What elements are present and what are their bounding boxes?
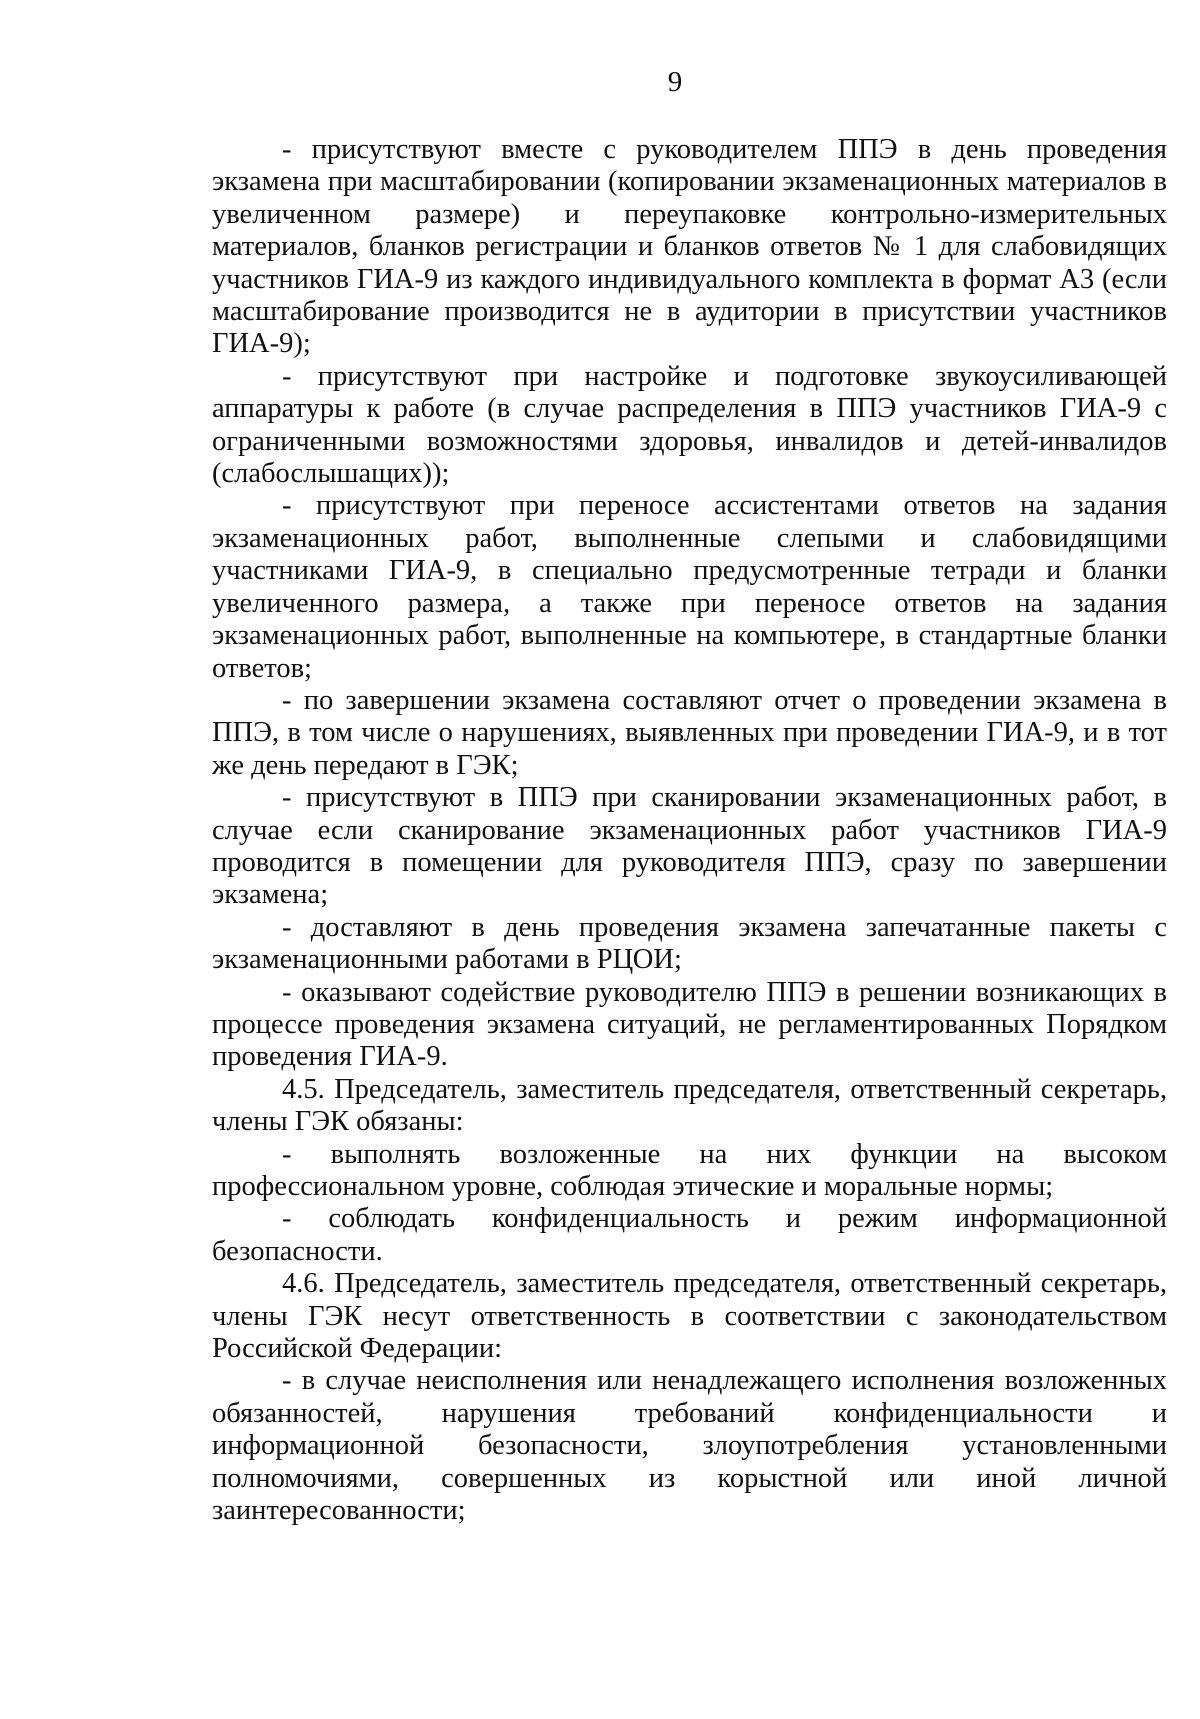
paragraph-2: - присутствуют при настройке и подготовке звукоусиливающей аппаратуры к работе (в случае распределения в ППЭ участников ГИА-9 с ограниченными возможностями здоровья, инвалидов и детей-инвалидов (слабослышащих)); bbox=[212, 360, 1167, 490]
paragraph-1: - присутствуют вместе с руководителем ППЭ в день проведения экзамена при масштабировании (копировании экзаменационных материалов в увеличенном размере) и переупаковке контрольно-измерительных материалов, бланков регистрации и бланков ответов № 1 для слабовидящих участников ГИА-9 из каждого индивидуального комплекта в формат А3 (если масштабирование производится не в аудитории в присутствии участников ГИА-9); bbox=[212, 134, 1167, 360]
paragraph-11: 4.6. Председатель, заместитель председателя, ответственный секретарь, члены ГЭК несут ответственность в соответствии с законодательством Российской Федерации: bbox=[212, 1268, 1167, 1365]
paragraph-10: - соблюдать конфиденциальность и режим информационной безопасности. bbox=[212, 1203, 1167, 1267]
paragraph-12: - в случае неисполнения или ненадлежащего исполнения возложенных обязанностей, нарушения требований конфиденциальности и информационной безопасности, злоупотребления установленными полномочиями, совершенных из корыстной или иной личной заинтересованности; bbox=[212, 1365, 1167, 1527]
paragraph-5: - присутствуют в ППЭ при сканировании экзаменационных работ, в случае если сканирование экзаменационных работ участников ГИА-9 проводится в помещении для руководителя ППЭ, сразу по завершении экзамена; bbox=[212, 782, 1167, 911]
paragraph-7: - оказывают содействие руководителю ППЭ в решении возникающих в процессе проведения экзамена ситуаций, не регламентированных Порядком проведения ГИА-9. bbox=[212, 976, 1167, 1073]
paragraph-9: - выполнять возложенные на них функции на высоком профессиональном уровне, соблюдая этические и моральные нормы; bbox=[212, 1138, 1167, 1202]
document-body bbox=[212, 134, 1167, 1527]
paragraph-3: - присутствуют при переносе ассистентами ответов на задания экзаменационных работ, выполненные слепыми и слабовидящими участниками ГИА-9, в специально предусмотренные тетради и бланки увеличенного размера, а также при переносе ответов на задания экзаменационных работ, выполненные на компьютере, в стандартные бланки ответов; bbox=[212, 490, 1167, 684]
page-number: 9 bbox=[667, 66, 683, 98]
paragraph-4: - по завершении экзамена составляют отчет о проведении экзамена в ППЭ, в том числе о нарушениях, выявленных при проведении ГИА-9, и в тот же день передают в ГЭК; bbox=[212, 684, 1167, 781]
paragraph-6: - доставляют в день проведения экзамена запечатанные пакеты с экзаменационными работами в РЦОИ; bbox=[212, 911, 1167, 976]
paragraph-8: 4.5. Председатель, заместитель председателя, ответственный секретарь, члены ГЭК обязаны: bbox=[212, 1073, 1167, 1138]
